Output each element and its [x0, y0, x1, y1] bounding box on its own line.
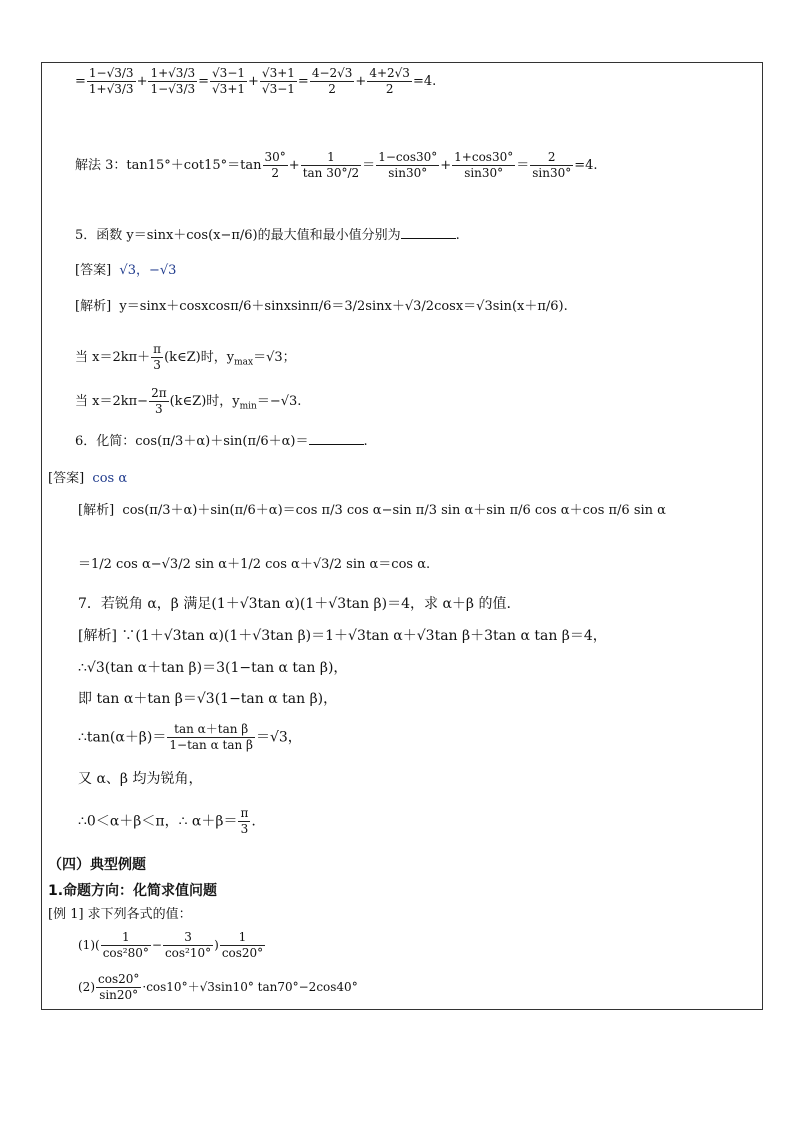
- fraction: $\frac{30^\circ}{2}$: [264, 150, 286, 180]
- q5-max: 当 x＝2kπ＋ $\frac{\pi}{3}$ (k∈Z)时，$y_{max}=√3$；: [75, 342, 296, 372]
- fraction: $\frac{\cos 20^\circ}{\sin 20^\circ}$: [98, 972, 140, 1002]
- question-7: 7．若锐角 α，β 满足(1＋√3tan α)(1＋√3tan β)＝4，求 α＋β 的值.: [78, 596, 511, 612]
- example-1-label: [例 1] 求下列各式的值：: [48, 907, 192, 922]
- fraction: $\frac{1}{\text{cos²80°}}$: [102, 930, 149, 960]
- fraction: $\frac{1+\cos 30^\circ}{\sin 30^\circ}$: [454, 150, 514, 180]
- fraction: $\frac{\pi}{3}$: [240, 806, 249, 836]
- fraction: $\frac{1-√3/3}{1+√3/3}$: [88, 66, 134, 96]
- solution3-line: 解法 3：tan15°＋cot15°＝tan $\frac{30^\circ}{2}$ + $\frac{1}{\tan 30^\circ/2}$ ＝ $\frac{1-\cos 30^\circ}{\sin 30^\circ}$ + $\frac{1+\cos 30^\circ}{\sin 30^\circ}$ ＝ $\frac{2}{\sin 30^\circ}$ =4.: [75, 150, 598, 180]
- fraction: $\frac{1}{\tan 30^\circ/2}$: [302, 150, 360, 180]
- q5-answer: [答案] √3，−√3: [75, 263, 177, 278]
- fraction: $\frac{4-2√3}{2}$: [311, 66, 353, 96]
- answer-blank: [401, 226, 456, 239]
- fraction: $\frac{1-\cos 30^\circ}{\sin 30^\circ}$: [378, 150, 438, 180]
- q5-analysis: [解析] y＝sinx＋cosxcosπ/6＋sinxsinπ/6＝3/2sinx＋√3/2cosx＝√3sin(x＋π/6).: [75, 299, 568, 314]
- question-6: 6．化简：cos(π/3＋α)＋sin(π/6＋α)＝ .: [75, 434, 368, 449]
- fraction: $\frac{\text{tan α＋tan β}}{\text{1−tan α tan β}}$: [169, 722, 253, 752]
- fraction: $\frac{1+√3/3}{1-√3/3}$: [150, 66, 196, 96]
- fraction: $\frac{2\pi}{3}$: [151, 386, 167, 416]
- q7-analysis-3: 即 tan α＋tan β＝√3(1−tan α tan β)，: [78, 691, 338, 707]
- question-5: 5．函数 y＝sinx＋cos(x−π/6)的最大值和最小值分别为 .: [75, 228, 460, 243]
- section-heading: （四）典型例题: [48, 857, 146, 873]
- example-1-part-2: (2) $\frac{\cos 20^\circ}{\sin 20^\circ}$ ·cos10°＋√3sin10° tan70°−2cos40°: [78, 972, 358, 1002]
- q6-analysis-line1: [解析] cos(π/3＋α)＋sin(π/6＋α)＝cos π/3 cos α−sin π/3 sin α＋sin π/6 cos α＋cos π/6 sin α: [78, 503, 666, 518]
- q7-analysis-4: ∴tan(α＋β)＝ $\frac{\text{tan α＋tan β}}{\text{1−tan α tan β}}$ ＝√3，: [78, 722, 302, 752]
- q6-answer: [答案] cos α: [48, 471, 128, 486]
- solution2-line: = $\frac{1-√3/3}{1+√3/3}$ + $\frac{1+√3/3}{1-√3/3}$ = $\frac{√3-1}{√3+1}$ + $\frac{√3+1}{√3-1}$ = $\frac{4-2√3}{2}$ + $\frac{4+2√3}{2}$ =4.: [75, 66, 437, 96]
- eq-sign: =: [75, 74, 86, 89]
- fraction: $\frac{3}{\text{cos²10°}}$: [164, 930, 212, 960]
- q5-min: 当 x＝2kπ− $\frac{2\pi}{3}$ (k∈Z)时，$y_{min}=-√3$.: [75, 386, 302, 416]
- topic-heading: 1.命题方向：化简求值问题: [48, 883, 218, 899]
- fraction: $\frac{1}{\cos 20^\circ}$: [221, 930, 264, 960]
- q7-analysis-5: 又 α、β 均为锐角，: [78, 771, 203, 787]
- fraction: $\frac{2}{\sin 30^\circ}$: [532, 150, 572, 180]
- example-1-part-1: (1)( $\frac{1}{\text{cos²80°}}$ − $\frac{3}{\text{cos²10°}}$ ) $\frac{1}{\cos 20^\circ}$: [78, 930, 264, 960]
- content-frame: [41, 62, 763, 1010]
- fraction: $\frac{4+2√3}{2}$: [369, 66, 410, 96]
- fraction: $\frac{\pi}{3}$: [153, 342, 162, 372]
- fraction: $\frac{√3+1}{√3-1}$: [261, 66, 295, 96]
- q7-analysis-2: ∴√3(tan α＋tan β)＝3(1−tan α tan β)，: [78, 660, 348, 676]
- q7-analysis-1: [解析] ∵(1＋√3tan α)(1＋√3tan β)＝1＋√3tan α＋√3tan β＋3tan α tan β＝4，: [78, 628, 607, 644]
- answer-blank: [309, 432, 364, 445]
- q6-analysis-line2: ＝1/2 cos α−√3/2 sin α＋1/2 cos α＋√3/2 sin α＝cos α.: [78, 557, 431, 572]
- fraction: $\frac{√3-1}{√3+1}$: [212, 66, 246, 96]
- q7-analysis-6: ∴0＜α＋β＜π，∴ α＋β＝ $\frac{\pi}{3}$ .: [78, 806, 256, 836]
